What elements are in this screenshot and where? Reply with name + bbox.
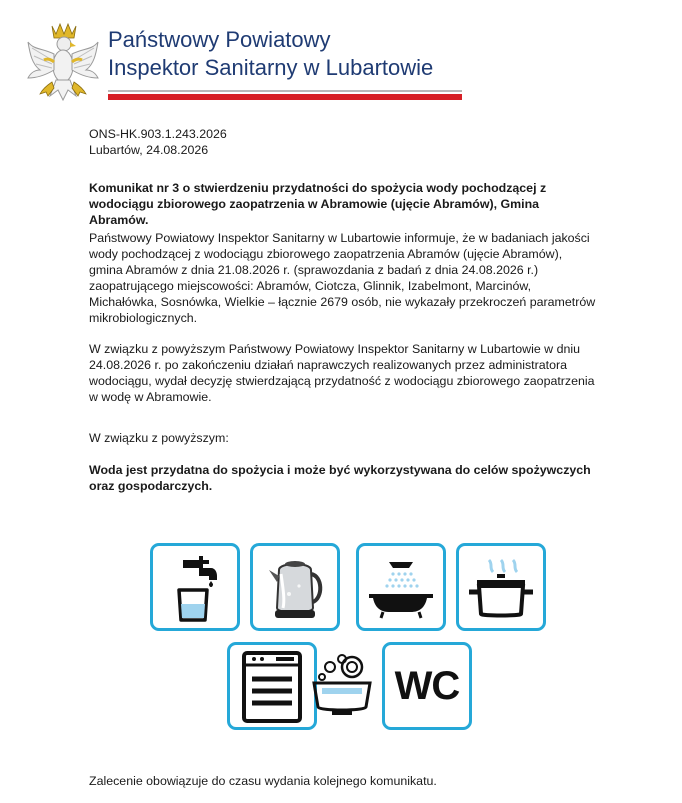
- paragraph-3-text: W związku z powyższym:: [89, 431, 229, 445]
- dish-washing-tile: [297, 642, 387, 730]
- shower-bathtub-tile: [356, 543, 446, 631]
- reference-number: ONS-HK.903.1.243.2026: [89, 127, 227, 141]
- conclusion: [89, 462, 599, 494]
- kettle-icon: [253, 546, 337, 628]
- usage-icons-row-1: [0, 543, 682, 639]
- usage-icons-row-2: [0, 642, 682, 738]
- subject-text: Komunikat nr 3 o stwierdzeniu przydatności do spożycia wody pochodzącej z wodociągu zbiorowego zaopatrzenia w Abramowie (ujęcie Abramów), Gmina Abramów.: [89, 181, 547, 227]
- office-title-line2: Inspektor Sanitarny w Lubartowie: [108, 55, 434, 80]
- paragraph-3: [89, 430, 599, 446]
- dish-washing-icon: [300, 645, 384, 727]
- polish-eagle-emblem-icon: [26, 20, 100, 106]
- paragraph-1: [89, 230, 599, 326]
- conclusion-text: Woda jest przydatna do spożycia i może być wykorzystywana do celów spożywczych oraz gospodarczych.: [89, 463, 591, 493]
- office-title-line1: Państwowy Powiatowy: [108, 27, 331, 52]
- kettle-tile: [250, 543, 340, 631]
- document-reference: [89, 126, 599, 158]
- cooking-pot-tile: [456, 543, 546, 631]
- office-title: [108, 26, 433, 82]
- tap-glass-tile: [150, 543, 240, 631]
- header-red-rule: [108, 94, 462, 100]
- cooking-pot-icon: [459, 546, 543, 628]
- header-grey-rule: [108, 90, 462, 92]
- tap-glass-icon: [153, 546, 237, 628]
- place-date: Lubartów, 24.08.2026: [89, 143, 209, 157]
- paragraph-2-text: W związku z powyższym Państwowy Powiatowy Inspektor Sanitarny w Lubartowie w dniu 24.08.2026 r. po zakończeniu działań naprawczych realizowanych przez administratora wodociągu, wydał decyzję stwierdzającą przydatność z wodociągu zbiorowego zaopatrzenia w wodę w Abramowie.: [89, 342, 595, 404]
- footer-note: [89, 773, 599, 789]
- wc-tile: [382, 642, 472, 730]
- shower-bathtub-icon: [359, 546, 443, 628]
- paragraph-2: [89, 341, 599, 405]
- footer-note-text: Zalecenie obowiązuje do czasu wydania kolejnego komunikatu.: [89, 774, 437, 788]
- document-subject: [89, 180, 599, 228]
- wc-label: WC: [394, 663, 460, 708]
- paragraph-1-text: Państwowy Powiatowy Inspektor Sanitarny w Lubartowie informuje, że w badaniach jakości wody pochodzącej z wodociągu zbiorowego zaopatrzenia Abramów (ujęcie Abramów), gmina Abramów z dnia 21.08.2026 r. (sprawozdania z badań z dnia 24.08.2026 r.) zaopatrującego miejscowości: Abramów, Ciotcza, Glinnik, Izabelmont, Marcinów, Michałówka, Sosnówka, Wielkie – łącznie 2679 osób, nie wykazały przekroczeń parametrów mikrobiologicznych.: [89, 231, 596, 325]
